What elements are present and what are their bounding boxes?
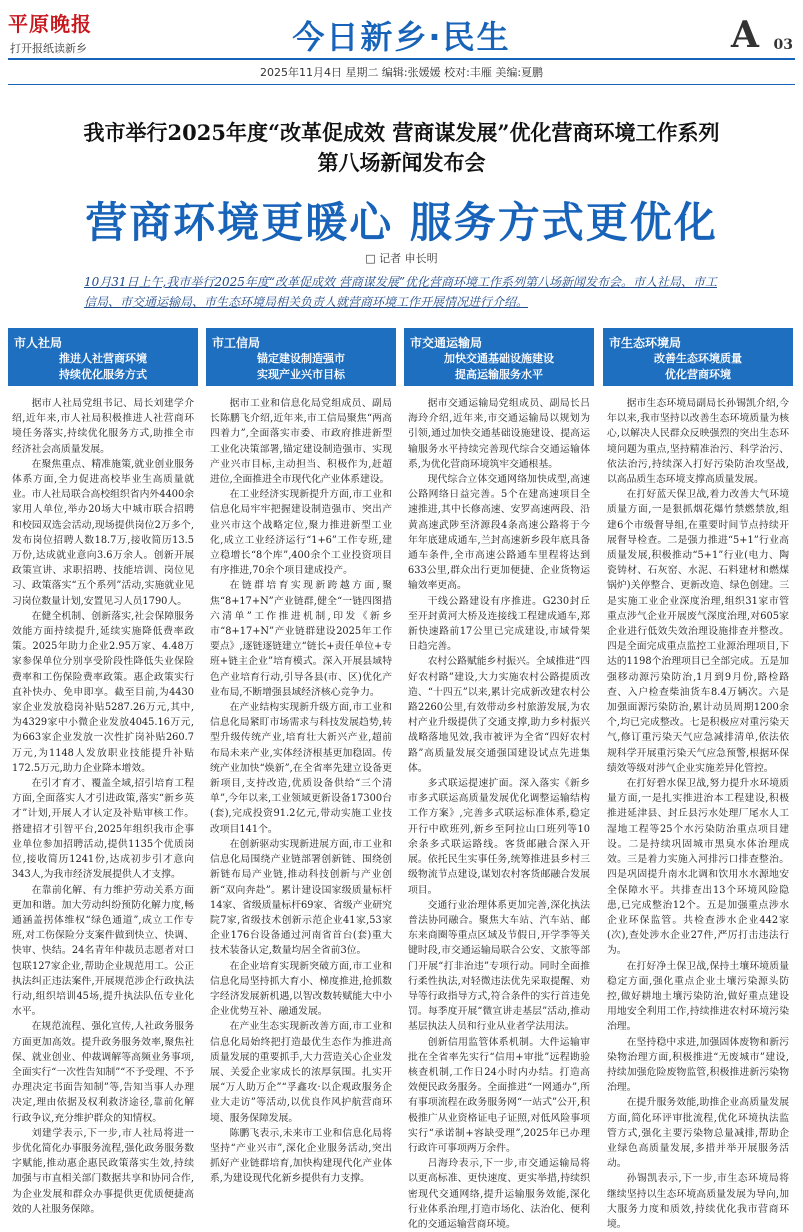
paragraph: 据市工业和信息化局党组成员、副局长陈鹏飞介绍,近年来,市工信局聚焦“两高四着力”,全面落实市委、市政府推进新型工业化决策部署,锚定建设制造强市、实现产业兴市目标,主动担当、积极作为,赶超进位,全面推进全市现代化产业体系建设。 xyxy=(210,398,392,486)
paragraph: 在坚持稳中求进,加强固体废物和新污染物治理方面,积极推进“无废城市”建设,持续加强危险废物监管,积极推进新污染物治理。 xyxy=(607,1036,789,1094)
kicker-line-1: 我市举行2025年度“改革促成效 营商谋发展”优化营商环境工作系列 xyxy=(83,120,720,145)
column-industry-bureau xyxy=(206,328,396,1200)
paragraph: 在企业培育实现新突破方面,市工业和信息化局坚持抓大育小、梯度推进,抢抓数字经济发展新机遇,以智改数转赋能大中小企业优势互补、融通发展。 xyxy=(210,960,392,1018)
info-rule xyxy=(8,84,795,85)
paragraph: 刘建学表示,下一步,市人社局将进一步优化简化办事服务流程,强化政务服务数字赋能,推动惠企惠民政策落实生效,持续加强与市直相关部门数据共享和协同合作,为企业发展和群众办事提供更优质便捷高效的人社服务保障。 xyxy=(12,1127,194,1215)
page-letter: A xyxy=(731,14,759,56)
paragraph: 在链群培育实现新跨越方面,聚焦“8+17+N”产业链群,健全“一链四图措六清单”工作推进机制,印发《新乡市“8+17+N”产业链群建设2025年工作要点》,逐链逐链建立“链长+责任单位+专班+链主企业”培育模式。深入开展县域特色产业培育行动,引导各县(市、区)优化产业布局,不断增强县域经济核心竞争力。 xyxy=(210,580,392,698)
paragraph: 在靠前化解、有力维护劳动关系方面更加和谐。加大劳动纠纷预防化解力度,畅通涵盖拐体维权“绿色通道”,成立工作专班,对工伤保险分支案件做到快立、快调、快审、快结。24名青年仲裁员志愿者对口包联127家企业,帮助企业规范用工。公正执法纠正违法案件,开展规范涉企行政执法行动,组织培训45场,提升执法队伍专业化水平。 xyxy=(12,884,194,1018)
paragraph: 农村公路赋能乡村振兴。全域推进“四好农村路”建设,大力实施农村公路提质改造、“十四五”以来,累计完成新改建农村公路2260公里,有效带动乡村旅游发展,为农村产业升级提供了交通支撑,助力乡村振兴战略落地见效,我市被评为全省“四好农村路”高质量发展交通强国建设试点先进集体。 xyxy=(408,656,590,774)
column-title-2: 持续优化服务方式 xyxy=(59,368,147,381)
paragraph: 在打好净土保卫战,保持土壤环境质量稳定方面,强化重点企业土壤污染源头防控,做好耕地土壤污染防治,做好重点建设用地安全利用工作,持续推进农村环境污染治理。 xyxy=(607,960,789,1033)
paragraph: 据市人社局党组书记、局长刘建学介绍,近年来,市人社局积极推进人社营商环境任务落实,持续优化服务方式,助推全市经济社会高质量发展。 xyxy=(12,398,194,455)
paragraph: 交通行业治理体系更加完善,深化执法普法协同融合。聚焦大车站、汽车站、邮东来商圈等重点区域及节假日,开学季等关键时段,市交通运输局联合公安、文旅等部门开展“打非治违”专项行动。同时全面推行柔性执法,对轻微违法优先采取提醒、劝导等行政指导方式,符合条件的实行首违免罚。每季度开展“微宣讲走基层”活动,推动基层执法人员和行业从业者学法用法。 xyxy=(408,899,590,1033)
paragraph: 在创新驱动实现新进展方面,市工业和信息化局围绕产业链部署创新链、围绕创新链布局产业链,推动科技创新与产业创新“双向奔赴”。累计建设国家级质量标杆14家、省级质量标杆69家、省级产业研究院7家,省级技术创新示范企业41家,53家企业176台设备通过河南省首台(套)重大技术装备认定,数量均居全省前3位。 xyxy=(210,838,392,957)
paragraph: 据市生态环境局副局长孙锡凯介绍,今年以来,我市坚持以改善生态环境质量为核心,以解决人民群众反映强烈的突出生态环境问题为重点,坚持精准治污、科学治污、依法治污,持续深入打好污染防治攻坚战,以高品质生态环境支撑高质量发展。 xyxy=(607,398,789,486)
column-header xyxy=(603,328,793,386)
column-header xyxy=(404,328,594,386)
paragraph: 在规范流程、强化宣传,人社政务服务方面更加高效。提升政务服务效率,聚焦社保、就业创业、仲裁调解等高频业务事项,全面实行“一次性告知制”“不予受理、不予办理决定书面告知制”等,告知当事人办理决定,理由依据及权利救济途径,靠前化解行政争议,充分维护群众的知情权。 xyxy=(12,1021,194,1124)
column-body xyxy=(603,386,793,1232)
column-header xyxy=(206,328,396,386)
paragraph: 据市交通运输局党组成员、副局长吕海玲介绍,近年来,市交通运输局以规划为引领,通过加快交通基础设施建设、提高运输服务水平持续完善现代综合交通运输体系,为优化营商环境筑牢交通根基。 xyxy=(408,398,590,470)
column-title-1: 锚定建设制造强市 xyxy=(257,352,345,365)
column-environment-bureau xyxy=(603,328,793,1230)
column-body xyxy=(206,386,396,1187)
column-title-1: 加快交通基础设施建设 xyxy=(444,352,554,365)
section-title: 今日新乡·民生 xyxy=(292,18,511,56)
logo-slogan: 打开报纸读新乡 xyxy=(10,42,87,55)
column-body xyxy=(8,386,198,1217)
paragraph: 在提升服务效能,助推企业高质量发展方面,简化环评审批流程,优化环境执法监管方式,强化主要污染物总量减排,帮助企业绿色高质量发展,多措并举开展服务活动。 xyxy=(607,1097,789,1170)
paragraph: 在打好蓝天保卫战,着力改善大气环境质量方面,一是狠抓烟花爆竹禁燃禁放,组建6个市级督导组,在重要时间节点持续开展督导检查。二是强力推进“5+1”行业高质量发展,积极推动“5+1”行业(电力、陶瓷铸材、石灰窑、水泥、石料建材和燃煤锅炉)关停整合、更新改造、绿色创建。三是实施工业企业深度治理,组织31家市管重点涉气企业开展废气深度治理,对605家企业进行低效失效治理设施排查并整改。四是全面完成重点监控工业源治理项目,下达的1198个治理项目已全部完成。五是加强移动源污染防治,1月到9月份,路检路查、入户检查柴油货车8.4万辆次。六是加强面源污染防治,累计动员周期1200余个,均已完成整改。七是积极应对重污染天气,修订重污染天气应急减排清单,依法依规科学开展重污染天气应急预警,根据环保绩效等级对涉气企业实施差异化管控。 xyxy=(607,489,789,774)
paragraph: 在引才育才、覆盖全域,招引培育工程方面,全面落实人才引进政策,落实“新乡英才”计划,开展人才认定及补贴审核工作。搭建招才引智平台,2025年组织我市企事业单位参加招聘活动,提供1135个优质岗位,接收简历1241份,达成初步引才意向343人,为我市经济发展提供人才支撑。 xyxy=(12,778,194,881)
column-transport-bureau xyxy=(404,328,594,1230)
page-number xyxy=(731,14,791,58)
column-unit: 市人社局 xyxy=(14,336,63,350)
column-unit: 市生态环境局 xyxy=(609,336,682,350)
paragraph: 多式联运提速扩面。深入落实《新乡市多式联运高质量发展优化调整运输结构工作方案》,完善多式联运标准体系,稳定开行中欧班列,新乡至阿拉山口班列等10余条多式联运路线。客货邮融合深入开展。依托民生实事任务,统筹推进县乡村三级物流节点建设,谋划农村客货邮融合发展项目。 xyxy=(408,778,590,896)
paragraph: 在工业经济实现新提升方面,市工业和信息化局牢牢把握建设制造强市、突出产业兴市这个战略定位,聚力推进新型工业化,成立工业经济运行“1+6”工作专班,建立稳增长“8个库”,400余个工业投资项目有序推进,70余个项目建成投产。 xyxy=(210,489,392,577)
paragraph: 吕海玲表示,下一步,市交通运输局将以更高标准、更快速度、更实举措,持续织密现代交通网络,提升运输服务效能,深化行业体系治理,打造市场化、法治化、便利化的交通运输营商环境。 xyxy=(408,1158,590,1230)
paragraph: 孙锡凯表示,下一步,市生态环境局将继续坚持以生态环境高质量发展为导向,加大服务力度和质效,持续优化我市营商环境。 xyxy=(607,1173,789,1230)
paragraph: 在健全机制、创新落实,社会保障服务效能方面持续提升,延续实施降低费率政策。2025年助力企业2.95万家、4.48万家参保单位分别享受阶段性降低失业保险费率和工伤保险费率政策。惠企政策实行直补快办、免申即享。截至目前,为4430家企业发放稳岗补贴5287.26万元,其中,为4329家中小微企业发放4045.16万元,为663家企业发放一次性扩岗补贴260.7万元,为1148人发放职业技能提升补贴172.5万元,助力企业降本增效。 xyxy=(12,610,194,774)
lead-text: 10月31日上午,我市举行2025年度“改革促成效 营商谋发展”优化营商环境工作系列第八场新闻发布会。市人社局、市工信局、市交通运输局、市生态环境局相关负责人就营商环境工作开展情况进行介绍。 xyxy=(84,275,717,309)
main-headline: 营商环境更暖心 服务方式更优化 xyxy=(85,198,718,247)
paragraph: 在产业结构实现新升级方面,市工业和信息化局紧盯市场需求与科技发展趋势,转型升级传统产业,培育壮大新兴产业,超前布局未来产业,实体经济根基更加稳固。传统产业加快“焕新”,在全省率先建立设备更新项目,支持改造,优质设备供给“三个清单”,今年以来,工业领域更新设备17300台(套),完成投资91.2亿元,带动实施工业技改项目141个。 xyxy=(210,702,392,835)
paragraph: 在聚焦重点、精准施策,就业创业服务体系方面,全力促进高校毕业生高质量就业。市人社局联合高校组织省内外4400余家用人单位,举办20场大中城市联合招聘和校园双选会活动,现场提供岗位2万多个,发布岗位招聘人数18.7万,接收简历13.5万份,达成就业意向3.6万余人。创新开展政策宣讲、求职招聘、技能培训、岗位见习、政策落实“五个系列”活动,实施就业见习岗位数量计划,安置见习人员1790人。 xyxy=(12,458,194,607)
edition-info: 2025年11月4日 星期二 编辑:张媛媛 校对:丰雁 美编:夏鹏 xyxy=(259,66,544,79)
column-title-2: 实现产业兴市目标 xyxy=(257,368,345,381)
column-header xyxy=(8,328,198,386)
paragraph: 干线公路建设有序推进。G230封丘至开封黄河大桥及连接线工程建成通车,郑新快速路前17公里已完成建设,市域骨架日趋完善。 xyxy=(408,595,590,653)
column-title-1: 推进人社营商环境 xyxy=(59,352,147,365)
column-title-2: 优化营商环境 xyxy=(665,368,731,381)
paragraph: 在产业生态实现新改善方面,市工业和信息化局始终把打造最优生态作为推进高质量发展的重要抓手,大力营造关心企业发展、关爱企业家成长的浓厚氛围。扎实开展“万人助万企”“孚鑫攻·以企观政服务企业大走访”等活动,以优良作风护航营商环境、服务保障发展。 xyxy=(210,1021,392,1124)
paragraph: 在打好碧水保卫战,努力提升水环境质量方面,一是扎实推进治本工程建设,积极推进延津县、封丘县污水处理厂尾水人工湿地工程等25个水污染防治重点项目建设。二是持续巩固城市黑臭水体治理成效。三是着力实施入河排污口排查整治。四是巩固提升南水北调和饮用水水源地安全保障水平。共排查出13个环境风险隐患,已完成整治12个。五是加强重点涉水企业环保监管。共检查涉水企业442家(次),查处涉水企业27件,严厉打击违法行为。 xyxy=(607,778,789,957)
column-unit: 市工信局 xyxy=(212,336,261,350)
column-body xyxy=(404,386,594,1232)
lead-paragraph xyxy=(84,272,724,312)
column-unit: 市交通运输局 xyxy=(410,336,483,350)
paragraph: 创新信用监管体系机制。大件运输审批在全省率先实行“信用+审批”远程勘验核查机制,工作日24小时内办结。打造高效便民政务服务。全面推进“一网通办”,所有事项流程在政务服务网“一站式”公开,积极推广从业资格证电子证照,对低风险事项实行“承诺制+容缺受理”,2025年已办理行政许可事项两万余件。 xyxy=(408,1036,590,1154)
newspaper-logo: 平原晚报 xyxy=(8,12,92,36)
byline: □ 记者 申长明 xyxy=(365,252,438,265)
paragraph: 现代综合立体交通网络加快成型,高速公路网络日益完善。5个在建高速项目全速推进,其中长修高速、安罗高速两段、沿黄高速武陟至济源段4条高速公路将于今年年底建成通车,兰封高速新乡段年底具备通车条件,全市高速公路通车里程将达到633公里,群众出行更加便捷、企业货物运输效率更高。 xyxy=(408,474,590,592)
kicker-line-2: 第八场新闻发布会 xyxy=(317,150,486,175)
column-hr-bureau xyxy=(8,328,198,1215)
masthead-rule xyxy=(8,58,795,60)
column-title-1: 改善生态环境质量 xyxy=(654,352,742,365)
column-title-2: 提高运输服务水平 xyxy=(455,368,543,381)
paragraph: 陈鹏飞表示,未来市工业和信息化局将坚持“产业兴市”,深化企业服务活动,突出抓好产业链群培育,加快构建现代化产业体系,为建设现代化新乡提供有力支撑。 xyxy=(210,1127,392,1185)
page-digits: 03 xyxy=(773,37,793,53)
